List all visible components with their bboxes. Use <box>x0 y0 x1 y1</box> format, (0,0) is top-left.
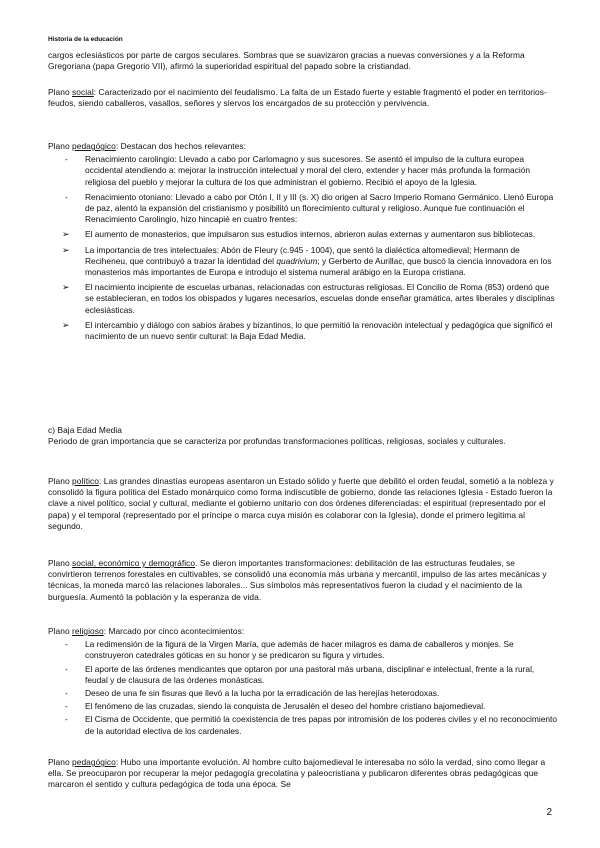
pedagogico-paragraph-2 <box>48 757 558 791</box>
list-item-text: El fenómeno de las cruzadas, siendo la conquista de Jerusalén el deseo del hombre cristiano bajomedieval. <box>85 701 486 712</box>
pedagogico2-prefix: Plano <box>48 757 73 767</box>
baja-intro: Periodo de gran importancia que se caracteriza por profundas transformaciones políticas, religiosas, sociales y culturales. <box>48 436 506 447</box>
religioso-section <box>48 626 558 739</box>
dash-marker: - <box>65 714 68 725</box>
list-item-text: El aumento de monasterios, que impulsaron sus estudios internos, abrieron aulas externas y aumentaron sus bibliotecas. <box>85 229 536 240</box>
dash-marker: - <box>65 701 68 712</box>
list-item-text: Renacimiento otoniano: Llevado a cabo por Otón I, II y III (s. X) dio origen al Sacro Imperio Romano Germánico. Llenó Europa de paz, alentó la expansión del cristianismo y posibilitó un florecimiento cultural y religioso. Aunque fue continuación el Renacimiento Carolingio, hizo hincapié en cuatro frentes: <box>85 191 554 225</box>
section-heading: c) Baja Edad Media <box>48 425 122 435</box>
religioso-label: religioso <box>72 626 104 636</box>
list-item-text: Deseo de una fe sin fisuras que llevó a la lucha por la erradicación de las herejías heterodoxas. <box>85 688 440 699</box>
pedagogico-heading-1 <box>48 141 558 152</box>
dash-marker: - <box>65 639 68 650</box>
politico-label: político <box>72 476 99 486</box>
list-item-text: La importancia de tres intelectuales: Abón de Fleury (c.945 - 1004), que sentó la dialéctica altomedieval; Hermann de Reciheneu, que contribuyó a trazar la identidad del <box>85 244 520 266</box>
list-item <box>48 664 558 686</box>
list-item <box>48 192 558 226</box>
list-item-text: La redimensión de la figura de la Virgen María, que además de hacer milagros es dama de caballeros y monjes. Se construyeron catedrales góticas en su honor y se predicaron su figura y virtudes. <box>85 639 514 661</box>
pedagogico2-text: : Hubo una importante evolución. Al hombre culto bajomedieval le interesaba no sólo la verdad, sino como llegar a ella. Se preocuparon por recuperar la mejor pedagogía grecolatina y paleocristiana y publicaron diferentes obras pedagógicas que marcaron el sentido y cultura pedagógica de toda una época. Se <box>48 757 546 790</box>
list-item-text: El Cisma de Occidente, que permitió la coexistencia de tres papas por intromisión de los poderes civiles y el no reconocimiento de la autoridad electiva de los cardenales. <box>85 714 558 736</box>
list-item <box>48 639 558 661</box>
list-item-text: Renacimiento carolingio: Llevado a cabo por Carlomagno y sus sucesores. Se asentó el impulso de la cultura europea occidental atendiendo a: mejorar la instrucción intelectual y moral del clero, extender y hacer más profunda la formación religiosa del pueblo y mejorar la cultura de los que administran el gobierno. Recibió el apoyo de la Iglesia. <box>85 154 531 187</box>
religioso-text: : Marcado por cinco acontecimientos: <box>103 626 245 636</box>
list-item <box>48 154 558 188</box>
top-paragraph: cargos eclesiásticos por parte de cargos seculares. Sombras que se suavizaron gracias a nuevas conversiones y a la Reforma Gregoriana (papa Gregorio VII), afirmó la superioridad espiritual del papado sobre la cristiandad. <box>48 50 525 72</box>
pedagogico2-label: pedagógico <box>72 757 116 767</box>
dash-marker: - <box>65 663 68 674</box>
baja-edad-media-section <box>48 425 558 447</box>
list-item <box>48 282 558 316</box>
social-label: social <box>72 87 94 97</box>
dash-marker: - <box>65 154 68 165</box>
pedagogico1-dash-list <box>48 154 558 225</box>
list-item <box>48 701 558 712</box>
dash-marker: - <box>65 688 68 699</box>
pedagogico1-text: : Destacan dos hechos relevantes: <box>115 141 247 151</box>
list-item <box>48 714 558 736</box>
list-item <box>48 320 558 342</box>
social-text: : Caracterizado por el nacimiento del feudalismo. La falta de un Estado fuerte y estable fragmentó el poder en territorios-feudos, siendo caballeros, vasallos, señores y siervos los encargados de su protección y pervivencia. <box>48 87 547 109</box>
socioeco-text: . Se dieron importantes transformaciones: debilitación de las estructuras feudales, se convirtieron terrenos forestales en cultivables, se consolidó una economía más urbana y mercantil, impulso de las artes mecánicas y técnicas, la moneda marcó las relaciones laborales... Sus símbolos más representativos fueron la ciudad y el nacimiento de la burguesía. Aumentó la población y la esperanza de vida. <box>48 558 547 602</box>
list-item-text: El aporte de las órdenes mendicantes que optaron por una pastoral más urbana, disciplinar e intelectual, frente a la rural, feudal y de clausura de las órdenes monásticas. <box>85 663 535 685</box>
socioeconomico-paragraph <box>48 558 558 603</box>
pedagogico1-prefix: Plano <box>48 141 73 151</box>
quadrivium-term: quadrivium <box>276 255 318 266</box>
list-item <box>48 229 558 240</box>
list-item-text: El intercambio y diálogo con sabios árabes y bizantinos, lo que permitió la renovación intelectual y pedagógica que significó el nacimiento de un nuevo sentir cultural: la Baja Edad Media. <box>85 319 553 342</box>
social-paragraph <box>48 87 558 109</box>
arrow-bullet-icon: ➢ <box>62 282 70 293</box>
arrow-bullet-icon: ➢ <box>62 229 70 240</box>
dash-marker: - <box>65 191 68 202</box>
pedagogico1-arrow-list <box>48 229 558 342</box>
religioso-prefix: Plano <box>48 626 73 636</box>
socioeco-prefix: Plano <box>48 558 73 568</box>
list-item <box>48 688 558 699</box>
page-number: 2 <box>546 807 552 818</box>
running-header: Historia de la educación <box>48 36 123 43</box>
socioeco-label: social, económico y demográfico <box>72 558 196 568</box>
politico-text: : Las grandes dinastías europeas asentaron un Estado sólido y fuerte que debilitó el orden feudal, sometió a la nobleza y consolidó la figura política del Estado monárquico como forma indiscutible de gobierno, donde las relaciones Iglesia - Estado fueron la clave a nivel político, social y cultural, mediante el gobierno unitario con dos órdenes diferenciadas: el espiritual (representado por el papa) y el temporal (representado por el príncipe o marca cuya misión es colaborar con la Iglesia), donde el primero legitima al segundo. <box>48 476 554 531</box>
pedagogico1-label: pedagógico <box>72 141 116 151</box>
list-item <box>48 245 558 279</box>
arrow-bullet-icon: ➢ <box>62 244 70 255</box>
list-item-text: El nacimiento incipiente de escuelas urbanas, relacionadas con estructuras religiosas. El Concilio de Roma (853) ordenó que se establecieran, en todos los obispados y lugares necesarios, escuelas donde enseñar gramática, artes liberales y disciplinas eclesiásticas. <box>85 282 555 315</box>
politico-paragraph <box>48 476 558 532</box>
politico-prefix: Plano <box>48 476 73 486</box>
list-item-text-end: ; y Gerberto de Aurillac, que buscó la ciencia innovadora en los monasterios más importantes de Europa e introdujo el sistema numeral arábigo en la Europa cristiana. <box>85 255 552 278</box>
religioso-heading <box>48 626 558 637</box>
social-prefix: Plano <box>48 87 73 97</box>
pedagogico-section-1 <box>48 141 558 346</box>
religioso-dash-list <box>48 639 558 737</box>
arrow-bullet-icon: ➢ <box>62 319 70 330</box>
